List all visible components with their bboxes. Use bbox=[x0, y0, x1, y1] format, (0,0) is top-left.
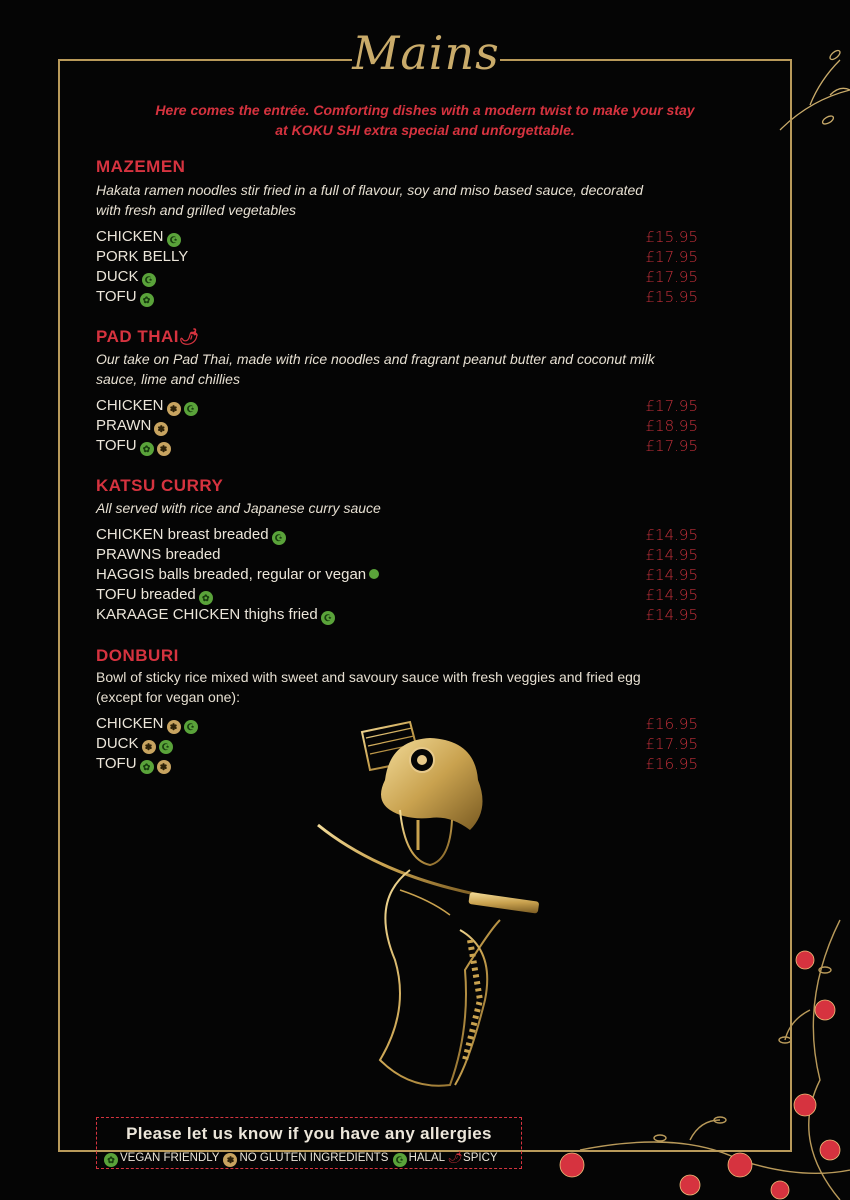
item-price: £15.95 bbox=[645, 288, 698, 306]
item-name: PRAWNS breaded bbox=[96, 546, 221, 563]
item-name: CHICKEN bbox=[96, 715, 164, 732]
halal-icon: ☪ bbox=[167, 233, 181, 247]
gluten-free-icon: ✽ bbox=[157, 442, 171, 456]
item-price: £17.95 bbox=[645, 437, 698, 455]
item-price: £14.95 bbox=[645, 546, 698, 564]
chili-icon: 🌶 bbox=[447, 1150, 464, 1164]
legend-spicy: SPICY bbox=[463, 1152, 498, 1164]
section-title-text: PAD THAI bbox=[96, 327, 180, 346]
section-desc-katsu-curry: All served with rice and Japanese curry sauce bbox=[96, 500, 381, 516]
section-desc-pad-thai: Our take on Pad Thai, made with rice noodles and fragrant peanut butter and coconut milk sauce, lime and chillies bbox=[96, 351, 655, 387]
page-title: Mains bbox=[352, 26, 500, 80]
item-price: £16.95 bbox=[645, 755, 698, 773]
menu-item bbox=[96, 525, 700, 545]
section-desc-donburi: Bowl of sticky rice mixed with sweet and savoury sauce with fresh veggies and fried egg (except for vegan one): bbox=[96, 669, 641, 705]
item-name: TOFU bbox=[96, 437, 137, 454]
vegan-icon bbox=[369, 569, 379, 579]
vegan-icon: ✿ bbox=[104, 1153, 118, 1167]
item-name: DUCK bbox=[96, 735, 139, 752]
menu-item bbox=[96, 287, 700, 307]
item-price: £16.95 bbox=[645, 715, 698, 733]
item-name: DUCK bbox=[96, 268, 139, 285]
vegan-icon: ✿ bbox=[199, 591, 213, 605]
menu-item bbox=[96, 267, 700, 287]
legend-title: Please let us know if you have any allergies bbox=[126, 1124, 492, 1143]
item-name: TOFU bbox=[96, 288, 137, 305]
halal-icon: ☪ bbox=[321, 611, 335, 625]
section-title-katsu-curry: KATSU CURRY bbox=[96, 476, 224, 495]
halal-icon: ☪ bbox=[184, 720, 198, 734]
section-title-pad-thai bbox=[96, 327, 200, 347]
item-price: £17.95 bbox=[645, 268, 698, 286]
halal-icon: ☪ bbox=[142, 273, 156, 287]
item-price: £17.95 bbox=[645, 735, 698, 753]
gluten-free-icon: ✽ bbox=[167, 720, 181, 734]
item-name: PRAWN bbox=[96, 417, 152, 434]
item-price: £14.95 bbox=[645, 586, 698, 604]
legend-halal: HALAL bbox=[408, 1152, 445, 1164]
menu-item bbox=[96, 416, 700, 436]
intro-text: Here comes the entrée. Comforting dishes with a modern twist to make your stay at KOKU SHI extra special and unforgettable. bbox=[155, 102, 695, 138]
legend-row bbox=[103, 1150, 498, 1167]
menu-item bbox=[96, 436, 700, 456]
geisha-illustration bbox=[300, 700, 560, 1100]
cherry-blossom-decoration bbox=[540, 910, 850, 1200]
chili-icon: 🌶 bbox=[179, 329, 200, 346]
menu-item bbox=[96, 396, 700, 416]
section-title-mazemen: MAZEMEN bbox=[96, 157, 186, 176]
halal-icon: ☪ bbox=[159, 740, 173, 754]
item-price: £15.95 bbox=[645, 228, 698, 246]
section-desc-mazemen: Hakata ramen noodles stir fried in a full of flavour, soy and miso based sauce, decorated with fresh and grilled vegetables bbox=[96, 182, 644, 218]
item-name: CHICKEN bbox=[96, 228, 164, 245]
item-name: HAGGIS balls breaded, regular or vegan bbox=[96, 566, 367, 583]
halal-icon: ☪ bbox=[184, 402, 198, 416]
item-price: £17.95 bbox=[645, 248, 698, 266]
section-title-donburi: DONBURI bbox=[96, 646, 179, 665]
gluten-free-icon: ✽ bbox=[157, 760, 171, 774]
gluten-free-icon: ✽ bbox=[223, 1153, 237, 1167]
item-name: TOFU bbox=[96, 755, 137, 772]
item-name: PORK BELLY bbox=[96, 248, 189, 265]
item-name: TOFU breaded bbox=[96, 586, 196, 603]
item-price: £14.95 bbox=[645, 566, 698, 584]
item-price: £14.95 bbox=[645, 606, 698, 624]
vegan-icon: ✿ bbox=[140, 442, 154, 456]
menu-item bbox=[96, 227, 700, 247]
item-price: £18.95 bbox=[645, 417, 698, 435]
vegan-icon: ✿ bbox=[140, 760, 154, 774]
halal-icon: ☪ bbox=[393, 1153, 407, 1167]
item-name: CHICKEN bbox=[96, 397, 164, 414]
menu-item bbox=[96, 605, 700, 625]
menu-item bbox=[96, 585, 700, 605]
item-price: £17.95 bbox=[645, 397, 698, 415]
menu-item bbox=[96, 247, 700, 267]
item-name: KARAAGE CHICKEN thighs fried bbox=[96, 606, 318, 623]
vegan-icon: ✿ bbox=[140, 293, 154, 307]
menu-item bbox=[96, 565, 700, 585]
gluten-free-icon: ✽ bbox=[167, 402, 181, 416]
halal-icon: ☪ bbox=[272, 531, 286, 545]
legend-gluten: NO GLUTEN INGREDIENTS bbox=[239, 1152, 389, 1164]
menu-item bbox=[96, 545, 700, 565]
gluten-free-icon: ✽ bbox=[154, 422, 168, 436]
gluten-free-icon: ✽ bbox=[142, 740, 156, 754]
allergy-legend bbox=[96, 1117, 522, 1169]
item-name: CHICKEN breast breaded bbox=[96, 526, 269, 543]
legend-vegan: VEGAN FRIENDLY bbox=[120, 1152, 220, 1164]
item-price: £14.95 bbox=[645, 526, 698, 544]
